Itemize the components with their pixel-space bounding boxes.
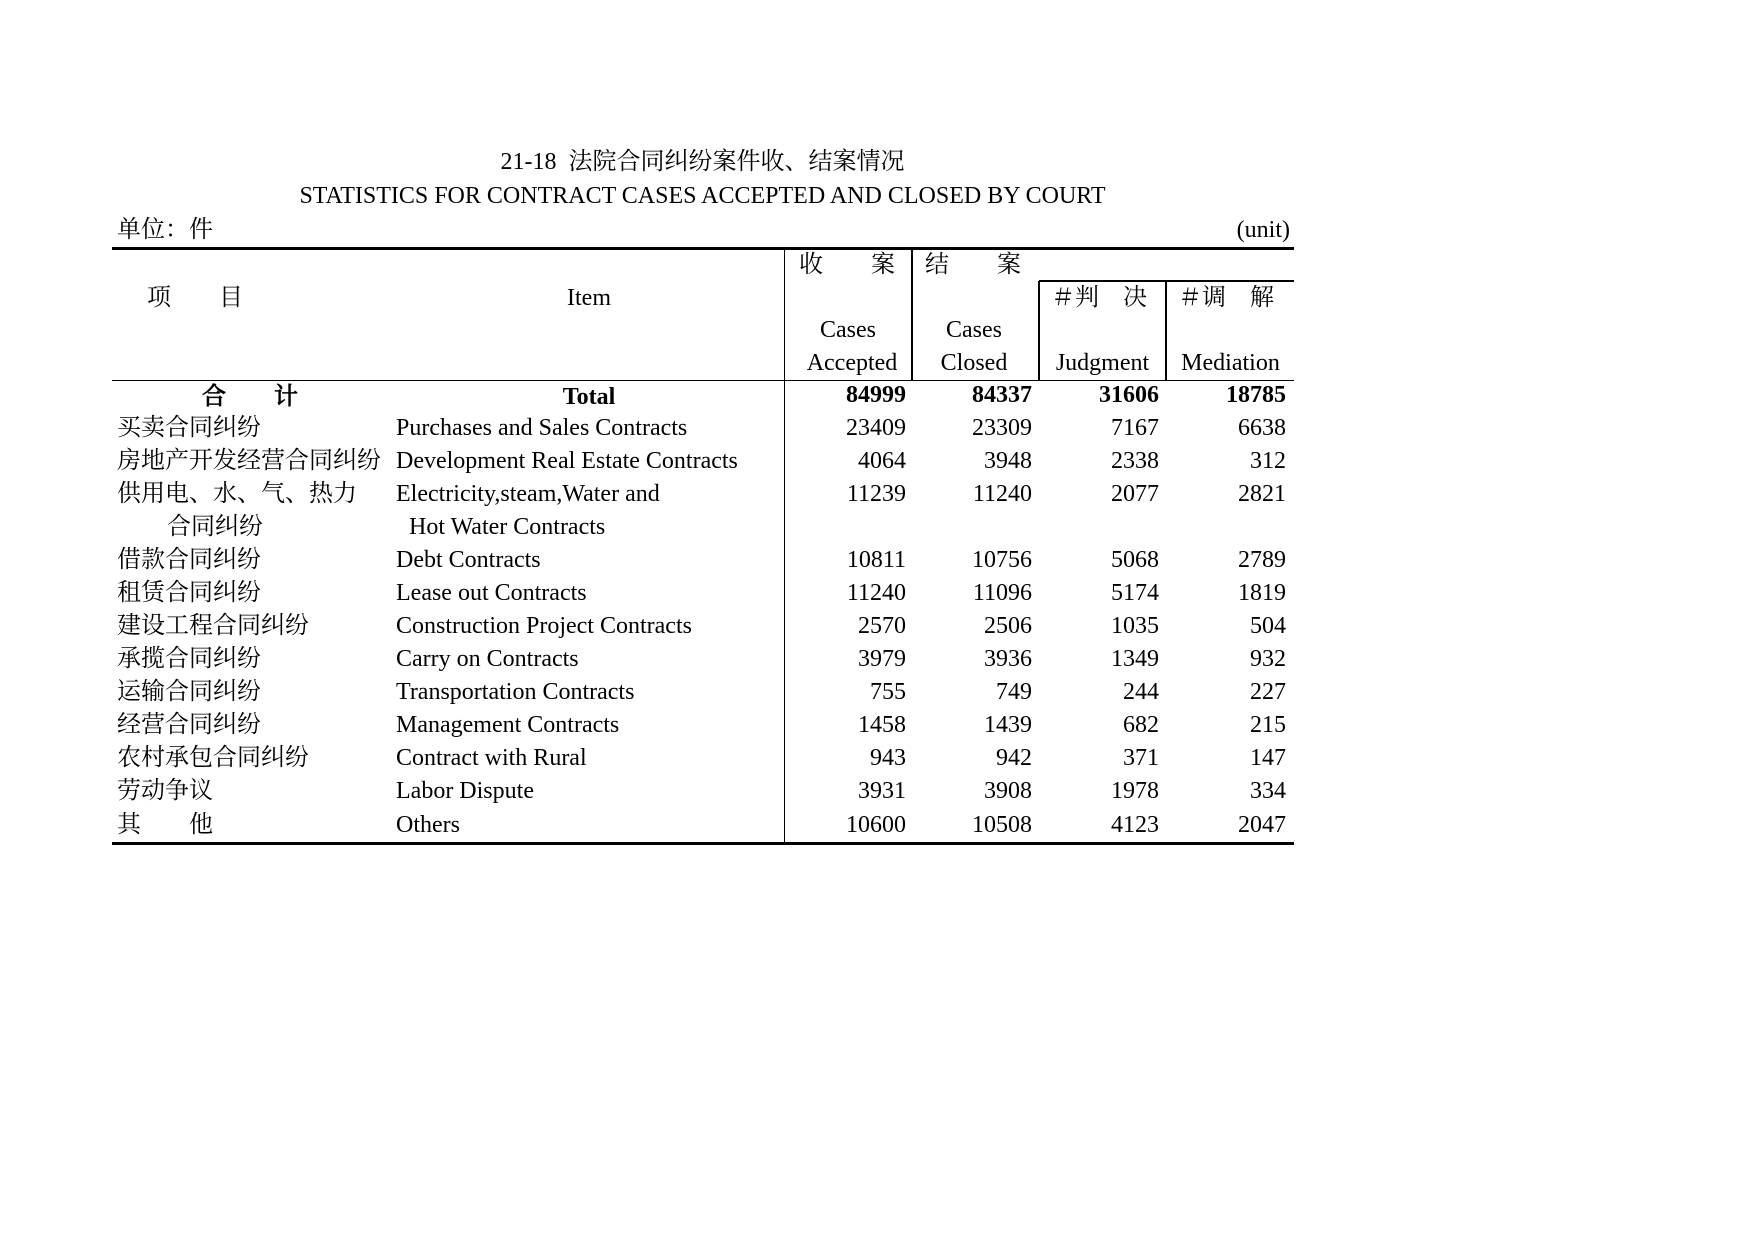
row-closed: 11096: [972, 580, 1032, 606]
unit-label-cn: 单位：件: [117, 217, 213, 243]
row-judgment: 244: [1123, 679, 1159, 705]
row-mediation: 215: [1250, 712, 1286, 738]
row-mediation: 1819: [1238, 580, 1286, 606]
row-label-en: Others: [396, 812, 460, 838]
row-label-en: Carry on Contracts: [396, 646, 579, 672]
unit-label-en: (unit): [1236, 217, 1290, 243]
header-judgment-cn: ＃判 决: [1051, 285, 1147, 311]
row-closed: 942: [996, 745, 1032, 771]
row-closed: 3908: [984, 778, 1032, 804]
row-label-cn-line2: 合同纠纷: [167, 514, 263, 540]
row-label-cn: 运输合同纠纷: [117, 679, 261, 705]
header-closed-en-1: Cases: [946, 317, 1002, 343]
header-closed-en-2: Closed: [940, 350, 1008, 376]
row-label-en: Labor Dispute: [396, 778, 534, 804]
row-label-en-line2: Hot Water Contracts: [409, 514, 606, 540]
row-judgment: 1035: [1111, 613, 1159, 639]
row-accepted: 11239: [846, 481, 906, 507]
row-accepted: 23409: [846, 415, 906, 441]
row-accepted: 755: [870, 679, 906, 705]
row-label-cn: 房地产开发经营合同纠纷: [117, 448, 381, 474]
row-judgment: 682: [1123, 712, 1159, 738]
row-judgment: 5174: [1111, 580, 1159, 606]
header-mediation-cn: ＃调 解: [1178, 285, 1274, 311]
row-label-en: Management Contracts: [396, 712, 620, 738]
row-accepted: 4064: [858, 448, 906, 474]
table-bottom-rule: [112, 842, 1294, 845]
row-label-cn: 买卖合同纠纷: [117, 415, 261, 441]
row-judgment: 7167: [1111, 415, 1159, 441]
row-label-cn: 其 他: [117, 812, 213, 838]
row-label-en: Contract with Rural: [396, 745, 587, 771]
row-mediation: 147: [1250, 745, 1286, 771]
row-closed: 2506: [984, 613, 1032, 639]
row-accepted: 3931: [858, 778, 906, 804]
row-judgment: 1978: [1111, 778, 1159, 804]
page-title-cn: 21-18 法院合同纠纷案件收、结案情况: [500, 149, 905, 175]
total-accepted: 84999: [846, 382, 906, 408]
row-closed: 10508: [972, 812, 1032, 838]
row-label-cn: 承揽合同纠纷: [117, 646, 261, 672]
row-accepted: 10811: [846, 547, 906, 573]
row-judgment: 1349: [1111, 646, 1159, 672]
row-label-cn: 租赁合同纠纷: [117, 580, 261, 606]
row-judgment: 371: [1123, 745, 1159, 771]
item-divider: [784, 250, 785, 843]
row-closed: 11240: [972, 481, 1032, 507]
row-label-en: Debt Contracts: [396, 547, 541, 573]
row-label-cn: 劳动争议: [117, 778, 213, 804]
row-accepted: 3979: [858, 646, 906, 672]
total-mediation: 18785: [1226, 382, 1286, 408]
row-label-en: Transportation Contracts: [396, 679, 635, 705]
row-mediation: 2047: [1238, 812, 1286, 838]
header-item-cn: 项 目: [147, 285, 243, 311]
header-accepted-en-2: Accepted: [806, 350, 898, 376]
row-judgment: 4123: [1111, 812, 1159, 838]
row-judgment: 2077: [1111, 481, 1159, 507]
table-top-rule: [112, 247, 1294, 250]
header-mediation-en: Mediation: [1181, 350, 1280, 376]
row-closed: 3948: [984, 448, 1032, 474]
row-judgment: 2338: [1111, 448, 1159, 474]
row-label-cn: 供用电、水、气、热力: [117, 481, 357, 507]
row-accepted: 1458: [858, 712, 906, 738]
total-label-cn: 合 计: [202, 384, 298, 410]
row-judgment: 5068: [1111, 547, 1159, 573]
row-label-en: Purchases and Sales Contracts: [396, 415, 688, 441]
header-accepted-en-1: Cases: [820, 317, 876, 343]
header-closed-cn: 结 案: [925, 252, 1021, 278]
row-label-cn: 建设工程合同纠纷: [117, 613, 309, 639]
row-accepted: 2570: [858, 613, 906, 639]
row-closed: 23309: [972, 415, 1032, 441]
row-closed: 749: [996, 679, 1032, 705]
row-label-en: Construction Project Contracts: [396, 613, 692, 639]
row-mediation: 6638: [1238, 415, 1286, 441]
row-accepted: 10600: [846, 812, 906, 838]
header-judgment-en: Judgment: [1055, 350, 1150, 376]
row-label-en: Lease out Contracts: [396, 580, 587, 606]
row-closed: 10756: [972, 547, 1032, 573]
row-mediation: 2789: [1238, 547, 1286, 573]
row-closed: 3936: [984, 646, 1032, 672]
total-judgment: 31606: [1099, 382, 1159, 408]
row-mediation: 932: [1250, 646, 1286, 672]
total-label-en: Total: [562, 384, 616, 410]
total-closed: 84337: [972, 382, 1032, 408]
header-item-en: Item: [567, 285, 611, 311]
header-accepted-cn: 收 案: [799, 252, 895, 278]
row-label-cn: 农村承包合同纠纷: [117, 745, 309, 771]
row-accepted: 943: [870, 745, 906, 771]
row-accepted: 11240: [846, 580, 906, 606]
row-mediation: 312: [1250, 448, 1286, 474]
row-label-en: Development Real Estate Contracts: [396, 448, 738, 474]
row-mediation: 2821: [1238, 481, 1286, 507]
row-label-cn: 经营合同纠纷: [117, 712, 261, 738]
row-mediation: 504: [1250, 613, 1286, 639]
row-closed: 1439: [984, 712, 1032, 738]
row-label-cn: 借款合同纠纷: [117, 547, 261, 573]
row-label-en: Electricity,steam,Water and: [396, 481, 660, 507]
row-mediation: 334: [1250, 778, 1286, 804]
page-title-en: STATISTICS FOR CONTRACT CASES ACCEPTED AND CLOSED BY COURT: [299, 183, 1106, 209]
row-mediation: 227: [1250, 679, 1286, 705]
